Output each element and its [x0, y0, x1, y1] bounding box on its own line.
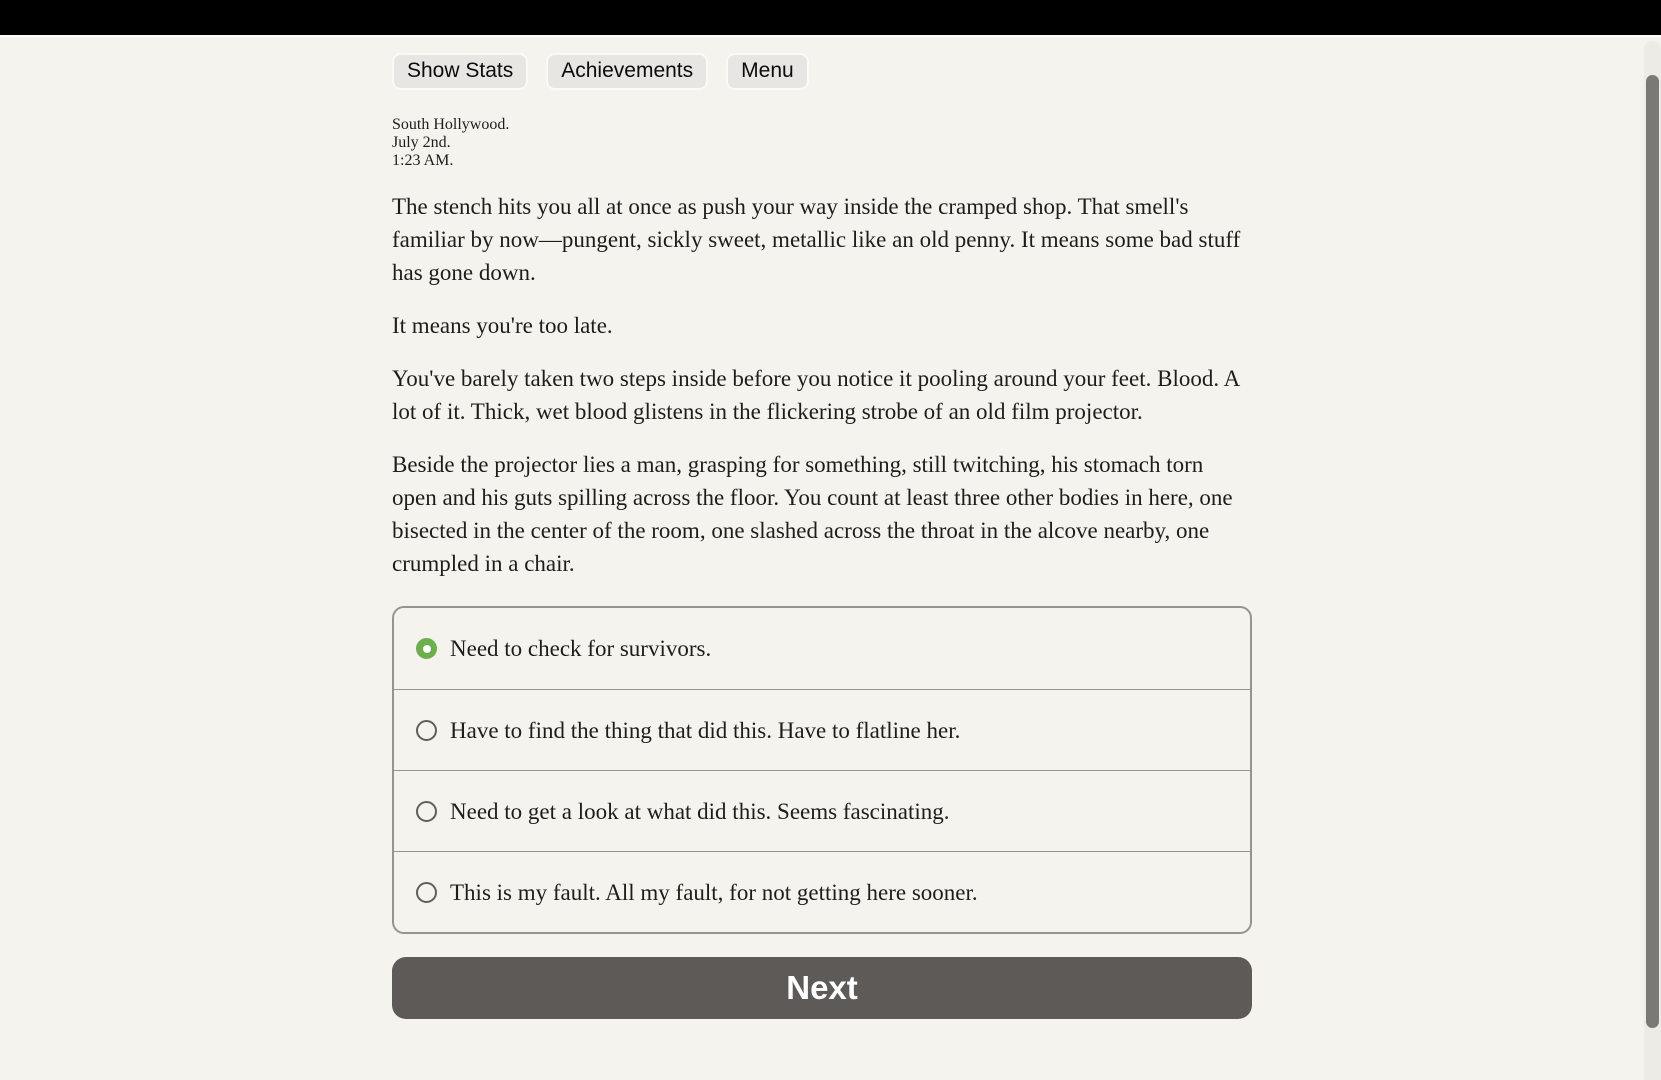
choice-label: Have to find the thing that did this. Have to flatline her.	[450, 717, 961, 743]
story-paragraph: The stench hits you all at once as push your way inside the cramped shop. That smell's familiar by now—pungent, sickly sweet, metallic like an old penny. It means some bad stuff has gone down.	[392, 194, 1241, 286]
choice-label: Need to get a look at what did this. Seems fascinating.	[450, 798, 950, 824]
choice-row[interactable]	[394, 608, 1250, 689]
choice-label: This is my fault. All my fault, for not getting here sooner.	[450, 879, 978, 905]
scrollbar-thumb[interactable]	[1646, 75, 1659, 1028]
game-content	[392, 39, 1252, 1019]
menu-button[interactable]: Menu	[726, 53, 809, 90]
radio-button-icon[interactable]	[416, 720, 437, 741]
achievements-button[interactable]: Achievements	[546, 53, 708, 90]
story-paragraph: You've barely taken two steps inside before you notice it pooling around your feet. Blood. A lot of it. Thick, wet blood glistens in the flickering strobe of an old film projector.	[392, 366, 1239, 425]
radio-button-icon[interactable]	[416, 882, 437, 903]
toolbar	[392, 53, 1252, 90]
scene-location: South Hollywood.	[392, 116, 510, 134]
choice-row[interactable]	[394, 689, 1250, 770]
choice-row[interactable]	[394, 851, 1250, 932]
scrollbar-track[interactable]	[1644, 41, 1661, 1080]
next-button[interactable]: Next	[392, 957, 1252, 1019]
radio-button-icon[interactable]	[416, 638, 437, 659]
choice-group	[392, 606, 1252, 934]
scene-date: July 2nd.	[392, 134, 451, 152]
show-stats-button[interactable]: Show Stats	[392, 53, 528, 90]
top-bar	[0, 0, 1661, 37]
story-paragraph: It means you're too late.	[392, 313, 613, 339]
radio-button-icon[interactable]	[416, 801, 437, 822]
story-text	[392, 116, 1252, 580]
story-paragraph: Beside the projector lies a man, grasping for something, still twitching, his stomach torn open and his guts spilling across the floor. You count at least three other bodies in here, one bisected in the center of the room, one slashed across the throat in the alcove nearby, one crumpled in a chair.	[392, 452, 1233, 577]
scene-time: 1:23 AM.	[392, 152, 454, 170]
choice-label: Need to check for survivors.	[450, 636, 712, 662]
choice-row[interactable]	[394, 770, 1250, 851]
